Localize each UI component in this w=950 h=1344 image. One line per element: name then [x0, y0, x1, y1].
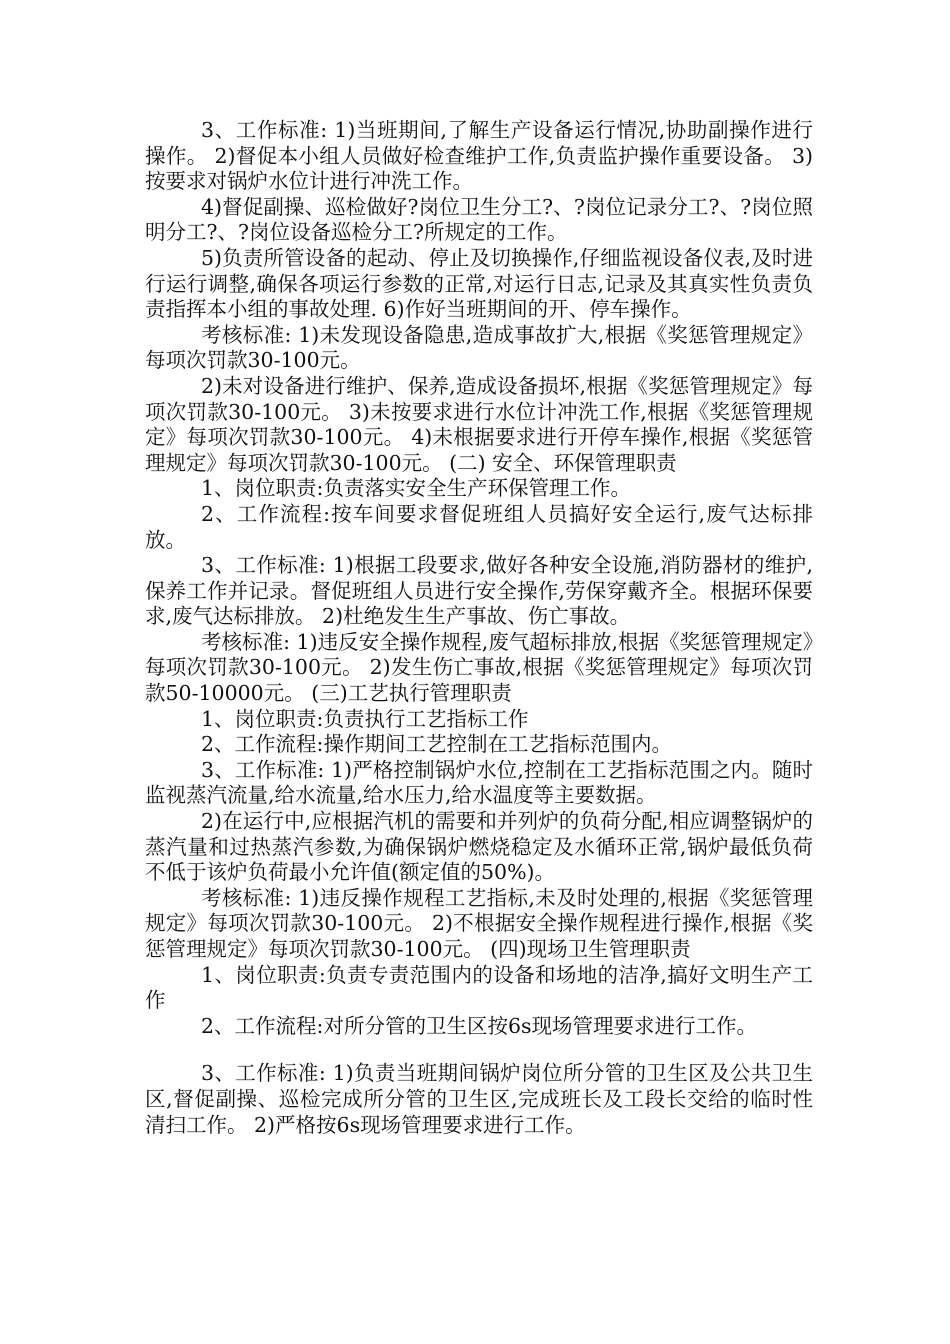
paragraph: 1、岗位职责:负责执行工艺指标工作	[201, 706, 529, 731]
paragraph: 3、工作标准: 1)负责当班期间锅炉岗位所分管的卫生区及公共卫生区,督促副操、巡检完成所分管的卫生区,完成班长及工段长交给的临时性清扫工作。 2)严格按6s现场管理要求进行工作。	[145, 1061, 813, 1137]
paragraph: 3、工作标准: 1)当班期间,了解生产设备运行情况,协助副操作进行操作。 2)督促本小组人员做好检查维护工作,负责监护操作重要设备。 3)按要求对锅炉水位计进行冲洗工作。	[145, 118, 813, 194]
paragraph: 2、工作流程:操作期间工艺控制在工艺指标范围内。	[201, 732, 672, 757]
paragraph: 4)督促副操、巡检做好?岗位卫生分工?、?岗位记录分工?、?岗位照明分工?、?岗位设备巡检分工?所规定的工作。	[145, 194, 813, 245]
paragraph: 3、工作标准: 1)严格控制锅炉水位,控制在工艺指标范围之内。随时监视蒸汽流量,给水流量,给水压力,给水温度等主要数据。	[145, 757, 813, 808]
paragraph: 3、工作标准: 1)根据工段要求,做好各种安全设施,消防器材的维护,保养工作并记录。督促班组人员进行安全操作,劳保穿戴齐全。根据环保要求,废气达标排放。 2)杜绝发生生产事故、伤亡事故。	[145, 553, 813, 629]
paragraph: 考核标准: 1)未发现设备隐患,造成事故扩大,根据《奖惩管理规定》每项次罚款30-100元。	[145, 322, 813, 373]
paragraph: 1、岗位职责:负责专责范围内的设备和场地的洁净,搞好文明生产工作	[145, 962, 813, 1013]
paragraph: 2、工作流程:按车间要求督促班组人员搞好安全运行,废气达标排放。	[145, 501, 813, 552]
paragraph: 2、工作流程:对所分管的卫生区按6s现场管理要求进行工作。	[201, 1013, 758, 1038]
paragraph: 2)未对设备进行维护、保养,造成设备损坏,根据《奖惩管理规定》每项次罚款30-100元。 3)未按要求进行水位计冲洗工作,根据《奖惩管理规定》每项次罚款30-100元。 4)未根据要求进行开停车操作,根据《奖惩管理规定》每项次罚款30-100元。 (二) 安全、环保管理职责	[145, 373, 813, 475]
paragraph: 考核标准: 1)违反操作规程工艺指标,未及时处理的,根据《奖惩管理规定》每项次罚款30-100元。 2)不根据安全操作规程进行操作,根据《奖惩管理规定》每项次罚款30-100元。 (四)现场卫生管理职责	[145, 885, 813, 961]
paragraph: 1、岗位职责:负责落实安全生产环保管理工作。	[201, 476, 631, 501]
paragraph: 考核标准: 1)违反安全操作规程,废气超标排放,根据《奖惩管理规定》每项次罚款30-100元。 2)发生伤亡事故,根据《奖惩管理规定》每项次罚款50-10000元。 (三)工艺执行管理职责	[145, 629, 813, 706]
document-body	[145, 118, 813, 1138]
paragraph: 2)在运行中,应根据汽机的需要和并列炉的负荷分配,相应调整锅炉的蒸汽量和过热蒸汽参数,为确保锅炉燃烧稳定及水循环正常,锅炉最低负荷不低于该炉负荷最小允许值(额定值的50%)。	[145, 809, 813, 885]
paragraph: 5)负责所管设备的起动、停止及切换操作,仔细监视设备仪表,及时进行运行调整,确保各项运行参数的正常,对运行日志,记录及其真实性负责负责指挥本小组的事故处理. 6)作好当班期间的开、停车操作。	[145, 245, 813, 322]
